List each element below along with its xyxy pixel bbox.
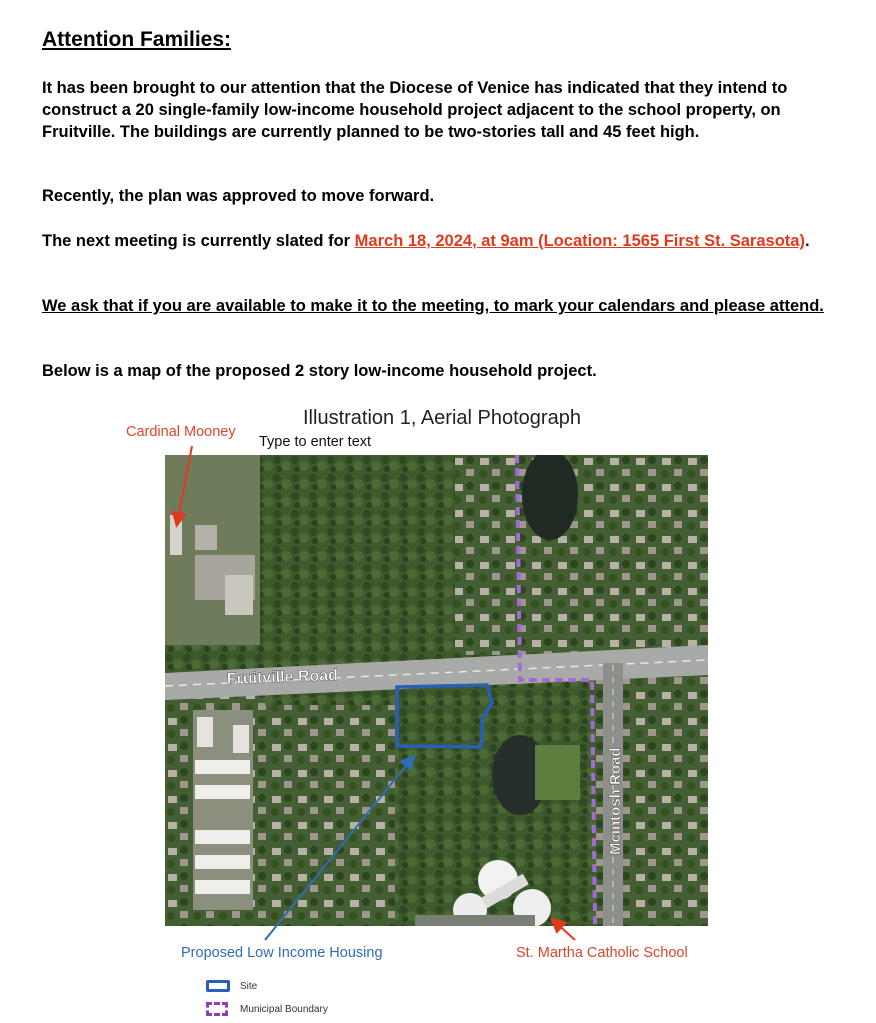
meeting-suffix: . xyxy=(804,232,810,250)
legend-site xyxy=(206,976,328,996)
paragraph-intro: It has been brought to our attention that the Diocese of Venice has indicated that they intend to construct a 20 single-family low-income household project adjacent to the school property, on Fruitville. The buildings are currently planned to be two-stories tall and 45 feet high. xyxy=(42,79,788,141)
text-placeholder[interactable]: Type to enter text xyxy=(259,434,372,450)
paragraph-approval: Recently, the plan was approved to move forward. xyxy=(42,187,435,205)
site-outline-swatch xyxy=(206,980,230,992)
paragraph-attend-request: We ask that if you are available to make it to the meeting, to mark your calendars and please attend. xyxy=(42,297,824,315)
martha-arrow xyxy=(553,920,575,940)
municipal-boundary-swatch xyxy=(206,1002,228,1016)
cardinal-mooney-label: Cardinal Mooney xyxy=(126,424,236,440)
meeting-prefix: The next meeting is currently slated for xyxy=(42,232,355,250)
proposed-housing-label: Proposed Low Income Housing xyxy=(181,945,383,961)
legend-municipal-label: Municipal Boundary xyxy=(240,1003,328,1015)
map-legend xyxy=(206,976,328,1022)
mcintosh-road-label: Mcintosh Road xyxy=(607,747,624,855)
legend-municipal xyxy=(206,999,328,1019)
fruitville-road-label: Fruitville Road xyxy=(226,667,339,688)
proposed-arrow xyxy=(265,757,413,940)
meeting-details-link[interactable]: March 18, 2024, at 9am (Location: 1565 First St. Sarasota) xyxy=(354,232,805,250)
notice-heading: Attention Families: xyxy=(42,28,232,51)
legend-site-label: Site xyxy=(240,980,258,992)
cardinal-arrow xyxy=(177,446,192,524)
st-martha-label: St. Martha Catholic School xyxy=(516,945,688,961)
illustration-title: Illustration 1, Aerial Photograph xyxy=(303,407,581,429)
paragraph-map-intro: Below is a map of the proposed 2 story low-income household project. xyxy=(42,362,597,380)
